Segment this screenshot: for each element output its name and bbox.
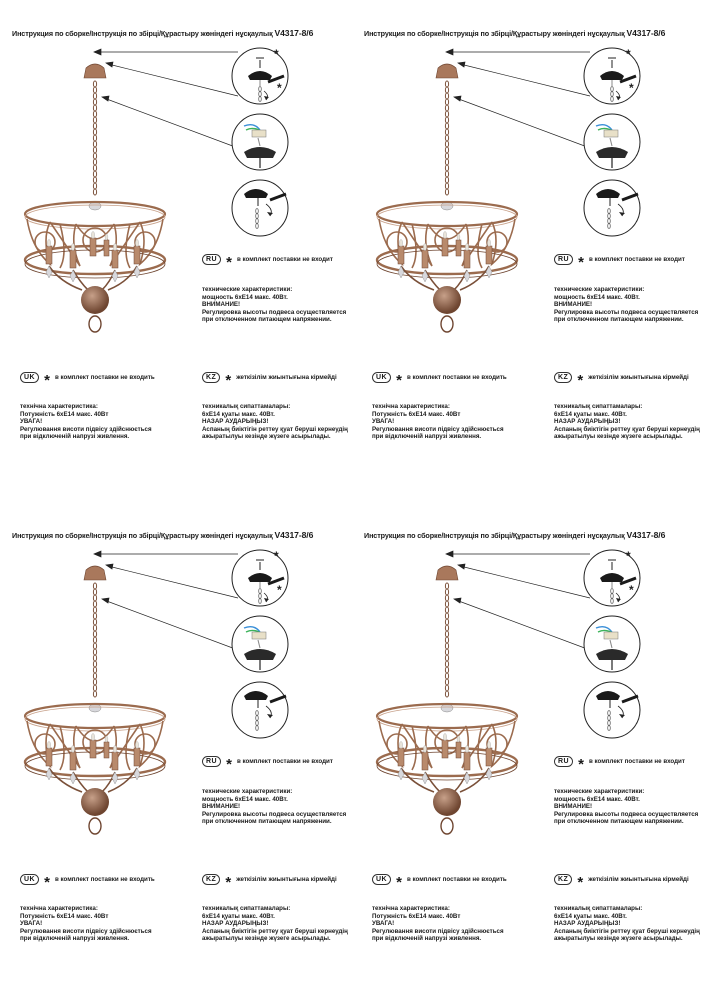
asterisk-icon: * [578, 253, 584, 271]
kz-power: 6хЕ14 қуаты макс. 40Вт. [202, 912, 275, 920]
instruction-sheet [0, 0, 350, 498]
kz-not-included [554, 371, 689, 389]
asterisk-icon: * [44, 873, 50, 891]
ru-note-2: при отключенном питающем напряжении. [202, 818, 332, 826]
uk-not-included [372, 371, 507, 389]
kz-badge: KZ [554, 874, 572, 885]
ru-not-included-text: в комплект поставки не входит [588, 758, 685, 765]
ru-not-included-text: в комплект поставки не входит [588, 256, 685, 263]
model-number: V4317-8/6 [626, 530, 666, 540]
kz-note-1: Аспаның биіктігін реттеу қуат беруші кернеудің [554, 927, 700, 935]
svg-text:*: * [274, 47, 279, 61]
kz-not-included-text: жеткізілім жиынтығына кірмейді [236, 876, 337, 883]
title-text: Инструкция по сборке/Інструкція по збірці/Құрастыру жөніндегі нұсқаулық [364, 29, 625, 38]
kz-badge: KZ [554, 372, 572, 383]
ru-note-1: Регулировка высоты подвеса осуществляется [554, 810, 699, 818]
uk-note-2: при відключеній напрузі живлення. [20, 433, 130, 441]
wiring-icon [582, 112, 642, 172]
ru-note-2: при отключенном питающем напряжении. [554, 316, 684, 324]
wiring-icon [582, 614, 642, 674]
ru-warning: ВНИМАНИЕ! [554, 301, 593, 309]
uk-warning: УВАГА! [20, 418, 43, 426]
ru-spec-block [202, 286, 346, 324]
ru-warning: ВНИМАНИЕ! [554, 803, 593, 811]
svg-text:*: * [629, 81, 634, 95]
asterisk-icon: * [396, 873, 402, 891]
ru-not-included [554, 253, 685, 271]
uk-spec-heading: технічна характеристика: [372, 905, 450, 912]
uk-power: Потужність 6хЕ14 макс. 40Вт [372, 410, 461, 418]
ru-power: мощность 6хЕ14 макс. 40Вт. [554, 293, 640, 301]
kz-note-2: ажыратылуы кезінде жүзеге асырылады. [202, 935, 331, 943]
ru-note-1: Регулировка высоты подвеса осуществляется [202, 810, 347, 818]
kz-note-1: Аспаның биіктігін реттеу қуат беруші кернеудің [202, 425, 348, 433]
uk-spec-heading: технічна характеристика: [20, 403, 98, 410]
uk-spec-block [372, 905, 504, 943]
kz-power: 6хЕ14 қуаты макс. 40Вт. [202, 410, 275, 418]
uk-warning: УВАГА! [372, 418, 395, 426]
kz-spec-block [202, 403, 348, 441]
uk-spec-heading: технічна характеристика: [20, 905, 98, 912]
asterisk-icon: * [225, 873, 232, 891]
kz-not-included [554, 873, 689, 891]
ru-not-included [554, 755, 685, 773]
model-number: V4317-8/6 [626, 28, 666, 38]
asterisk-icon: * [44, 371, 50, 389]
uk-power: Потужність 6хЕ14 макс. 40Вт [20, 410, 109, 418]
instruction-sheet [0, 502, 350, 1000]
uk-note-2: при відключеній напрузі живлення. [372, 433, 482, 441]
kz-badge: KZ [202, 874, 220, 885]
title-text: Инструкция по сборке/Інструкція по збірці/Құрастыру жөніндегі нұсқаулық [12, 531, 273, 540]
uk-note-2: при відключеній напрузі живлення. [20, 935, 130, 943]
ru-spec-block [554, 286, 698, 324]
uk-power: Потужність 6хЕ14 макс. 40Вт [372, 912, 461, 920]
ceiling-cup-icon [230, 46, 290, 106]
ru-spec-heading: технические характеристики: [202, 286, 293, 293]
ru-note-2: при отключенном питающем напряжении. [202, 316, 332, 324]
kz-note-2: ажыратылуы кезінде жүзеге асырылады. [554, 433, 683, 441]
uk-warning: УВАГА! [20, 920, 43, 928]
kz-spec-heading: техникалық сипаттамалары: [554, 905, 643, 912]
ru-warning: ВНИМАНИЕ! [202, 301, 241, 309]
ru-badge: RU [202, 756, 221, 767]
ceiling-cup-icon [230, 548, 290, 608]
wiring-icon [230, 112, 290, 172]
kz-spec-block [202, 905, 348, 943]
chandelier-image [372, 54, 522, 346]
uk-spec-block [20, 905, 152, 943]
wiring-icon [230, 614, 290, 674]
kz-spec-block [554, 403, 700, 441]
kz-spec-block [554, 905, 700, 943]
uk-not-included [372, 873, 507, 891]
title-text: Инструкция по сборке/Інструкція по збірці/Құрастыру жөніндегі нұсқаулық [364, 531, 625, 540]
ru-not-included [202, 253, 333, 271]
instruction-title [364, 530, 665, 540]
svg-text:*: * [277, 583, 282, 597]
asterisk-icon: * [577, 873, 584, 891]
ru-power: мощность 6хЕ14 макс. 40Вт. [202, 293, 288, 301]
kz-power: 6хЕ14 қуаты макс. 40Вт. [554, 410, 627, 418]
uk-spec-heading: технічна характеристика: [372, 403, 450, 410]
instruction-title [364, 28, 665, 38]
ru-spec-block [202, 788, 346, 826]
ru-badge: RU [554, 756, 573, 767]
kz-spec-heading: техникалық сипаттамалары: [554, 403, 643, 410]
svg-text:*: * [277, 81, 282, 95]
asterisk-icon: * [577, 371, 584, 389]
kz-warning: НАЗАР АУДАРЫҢЫЗ! [202, 418, 269, 426]
kz-note-2: ажыратылуы кезінде жүзеге асырылады. [202, 433, 331, 441]
uk-note-2: при відключеній напрузі живлення. [372, 935, 482, 943]
ru-spec-heading: технические характеристики: [554, 286, 645, 293]
height-adjust-icon [582, 178, 642, 238]
svg-text:*: * [274, 549, 279, 563]
kz-note-1: Аспаның биіктігін реттеу қуат беруші кернеудің [554, 425, 700, 433]
chandelier-image [20, 556, 170, 848]
ru-power: мощность 6хЕ14 макс. 40Вт. [554, 795, 640, 803]
kz-note-1: Аспаның биіктігін реттеу қуат беруші кернеудің [202, 927, 348, 935]
uk-badge: UK [20, 372, 39, 383]
kz-spec-heading: техникалық сипаттамалары: [202, 403, 291, 410]
uk-note-1: Регулювання висоти підвісу здійснюється [20, 425, 152, 433]
instruction-sheet [352, 502, 702, 1000]
ceiling-cup-icon [582, 548, 642, 608]
uk-not-included [20, 371, 155, 389]
ru-not-included-text: в комплект поставки не входит [236, 256, 333, 263]
uk-power: Потужність 6хЕ14 макс. 40Вт [20, 912, 109, 920]
asterisk-icon: * [226, 253, 232, 271]
ru-power: мощность 6хЕ14 макс. 40Вт. [202, 795, 288, 803]
kz-spec-heading: техникалық сипаттамалары: [202, 905, 291, 912]
model-number: V4317-8/6 [274, 530, 314, 540]
ru-spec-block [554, 788, 698, 826]
svg-text:*: * [629, 583, 634, 597]
asterisk-icon: * [226, 755, 232, 773]
ru-badge: RU [202, 254, 221, 265]
uk-warning: УВАГА! [372, 920, 395, 928]
uk-badge: UK [372, 874, 391, 885]
ceiling-cup-icon [582, 46, 642, 106]
uk-badge: UK [20, 874, 39, 885]
uk-badge: UK [372, 372, 391, 383]
kz-not-included-text: жеткізілім жиынтығына кірмейді [588, 374, 689, 381]
chandelier-image [20, 54, 170, 346]
height-adjust-icon [230, 680, 290, 740]
chandelier-image [372, 556, 522, 848]
uk-not-included-text: в комплект поставки не входить [54, 876, 155, 883]
ru-warning: ВНИМАНИЕ! [202, 803, 241, 811]
kz-badge: KZ [202, 372, 220, 383]
uk-not-included-text: в комплект поставки не входить [406, 876, 507, 883]
uk-note-1: Регулювання висоти підвісу здійснюється [372, 927, 504, 935]
ru-not-included-text: в комплект поставки не входит [236, 758, 333, 765]
kz-not-included [202, 371, 337, 389]
model-number: V4317-8/6 [274, 28, 314, 38]
title-text: Инструкция по сборке/Інструкція по збірці/Құрастыру жөніндегі нұсқаулық [12, 29, 273, 38]
ru-not-included [202, 755, 333, 773]
asterisk-icon: * [578, 755, 584, 773]
height-adjust-icon [582, 680, 642, 740]
uk-not-included-text: в комплект поставки не входить [54, 374, 155, 381]
uk-note-1: Регулювання висоти підвісу здійснюється [20, 927, 152, 935]
instruction-title [12, 28, 313, 38]
instruction-sheet [352, 0, 702, 498]
ru-spec-heading: технические характеристики: [554, 788, 645, 795]
kz-not-included-text: жеткізілім жиынтығына кірмейді [236, 374, 337, 381]
kz-warning: НАЗАР АУДАРЫҢЫЗ! [554, 920, 621, 928]
height-adjust-icon [230, 178, 290, 238]
ru-note-1: Регулировка высоты подвеса осуществляется [554, 308, 699, 316]
kz-note-2: ажыратылуы кезінде жүзеге асырылады. [554, 935, 683, 943]
uk-spec-block [372, 403, 504, 441]
asterisk-icon: * [396, 371, 402, 389]
asterisk-icon: * [225, 371, 232, 389]
kz-not-included-text: жеткізілім жиынтығына кірмейді [588, 876, 689, 883]
kz-not-included [202, 873, 337, 891]
kz-warning: НАЗАР АУДАРЫҢЫЗ! [554, 418, 621, 426]
instruction-title [12, 530, 313, 540]
uk-not-included [20, 873, 155, 891]
uk-not-included-text: в комплект поставки не входить [406, 374, 507, 381]
ru-note-2: при отключенном питающем напряжении. [554, 818, 684, 826]
ru-badge: RU [554, 254, 573, 265]
kz-warning: НАЗАР АУДАРЫҢЫЗ! [202, 920, 269, 928]
svg-text:*: * [626, 549, 631, 563]
ru-note-1: Регулировка высоты подвеса осуществляется [202, 308, 347, 316]
kz-power: 6хЕ14 қуаты макс. 40Вт. [554, 912, 627, 920]
svg-text:*: * [626, 47, 631, 61]
uk-note-1: Регулювання висоти підвісу здійснюється [372, 425, 504, 433]
uk-spec-block [20, 403, 152, 441]
ru-spec-heading: технические характеристики: [202, 788, 293, 795]
